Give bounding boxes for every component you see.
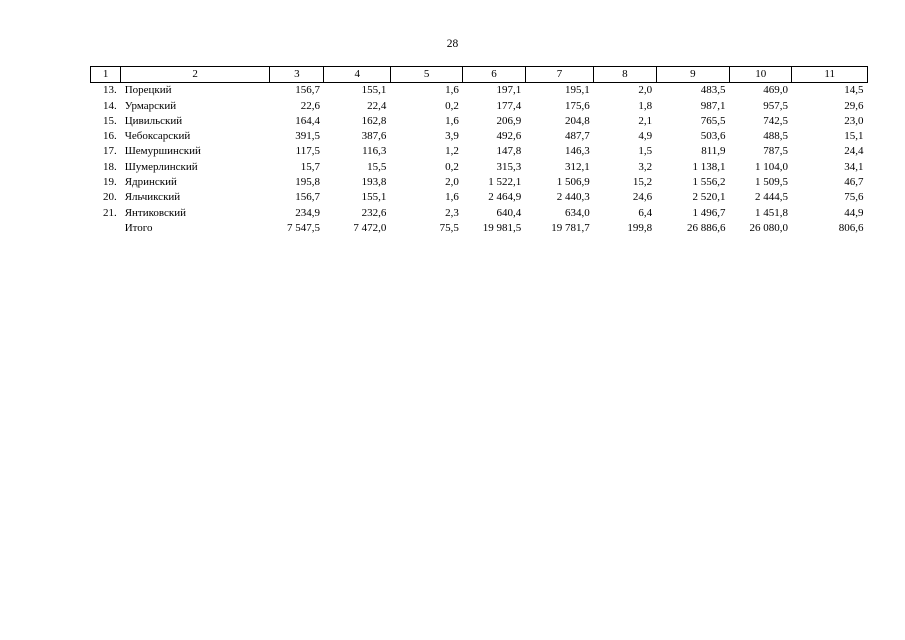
table-cell: 640,4 (496, 206, 522, 219)
table-cell: 2,3 (445, 206, 459, 219)
district-name: Урмарский (124, 99, 177, 112)
table-cell: 117,5 (295, 145, 320, 158)
table-cell: 1 138,1 (692, 160, 726, 173)
table-cell: 146,3 (564, 145, 590, 158)
table-cell: 987,1 (700, 99, 726, 112)
row-number: 19. (102, 176, 117, 189)
table-cell: 1,6 (445, 84, 459, 97)
table-cell: 177,4 (496, 99, 522, 112)
table-cell: 75,5 (439, 221, 459, 234)
district-name: Ядринский (124, 176, 177, 189)
table-cell: 34,1 (844, 160, 864, 173)
table-cell: 787,5 (763, 145, 788, 158)
row-number: 18. (102, 160, 117, 173)
table-cell: 155,1 (361, 191, 387, 204)
district-name: Янтиковский (124, 206, 187, 219)
row-number: 17. (102, 145, 117, 158)
table-cell: 1,5 (638, 145, 653, 158)
table-cell: 315,3 (496, 160, 522, 173)
table-row (91, 160, 868, 175)
table-cell: 193,8 (361, 176, 387, 189)
table-cell: 199,8 (627, 221, 653, 234)
table-cell: 312,1 (564, 160, 590, 173)
table-cell: 1,6 (445, 191, 459, 204)
table-cell: 164,4 (295, 114, 320, 127)
row-number: 14. (102, 99, 117, 112)
table-cell: 1 556,2 (692, 176, 726, 189)
table-cell: 175,6 (564, 99, 590, 112)
table-cell: 44,9 (844, 206, 864, 219)
column-header: 8 (594, 67, 656, 83)
table-cell: 234,9 (295, 206, 320, 219)
table-cell: 469,0 (763, 84, 788, 97)
table-cell: 147,8 (496, 145, 522, 158)
district-name: Порецкий (124, 84, 172, 97)
table-cell: 0,2 (445, 99, 459, 112)
table-cell: 14,5 (844, 84, 864, 97)
table-cell: 2,0 (638, 84, 653, 97)
table-row (91, 99, 868, 114)
table-cell: 2,1 (638, 114, 653, 127)
table-cell: 24,6 (632, 191, 653, 204)
table-cell: 15,2 (632, 176, 653, 189)
row-number (91, 221, 121, 236)
table-row (91, 114, 868, 129)
data-table (90, 66, 868, 236)
row-number: 15. (102, 114, 117, 127)
table-cell: 0,2 (445, 160, 459, 173)
table-cell: 503,6 (700, 130, 726, 143)
table-cell: 19 981,5 (482, 221, 522, 234)
table-cell: 1 522,1 (488, 176, 522, 189)
column-header: 3 (270, 67, 324, 83)
table-cell: 162,8 (361, 114, 387, 127)
table-cell: 1 506,9 (556, 176, 590, 189)
table-cell: 46,7 (844, 176, 864, 189)
table-cell: 1 509,5 (754, 176, 788, 189)
table-body (91, 83, 868, 236)
table-cell: 19 781,7 (551, 221, 590, 234)
total-row (91, 221, 868, 236)
table-cell: 806,6 (838, 221, 864, 234)
table-cell: 26 886,6 (687, 221, 726, 234)
table-cell: 22,6 (300, 99, 320, 112)
column-header: 5 (390, 67, 462, 83)
table-cell: 232,6 (361, 206, 387, 219)
table-cell: 2 520,1 (692, 191, 726, 204)
table-cell: 742,5 (763, 114, 788, 127)
table-cell: 2,0 (445, 176, 459, 189)
district-name: Яльчикский (124, 191, 181, 204)
table-cell: 195,1 (564, 84, 590, 97)
table-cell: 29,6 (844, 99, 864, 112)
table-cell: 22,4 (367, 99, 387, 112)
row-number: 16. (102, 130, 117, 143)
table-cell: 387,6 (361, 130, 387, 143)
table-cell: 204,8 (564, 114, 590, 127)
table-cell: 75,6 (844, 191, 864, 204)
table-cell: 156,7 (295, 84, 320, 97)
table-cell: 24,4 (844, 145, 864, 158)
table-cell: 195,8 (295, 176, 320, 189)
table-cell: 1,8 (638, 99, 653, 112)
table-row (91, 206, 868, 221)
table-cell: 487,7 (564, 130, 590, 143)
column-header: 4 (324, 67, 390, 83)
table-cell: 7 547,5 (286, 221, 320, 234)
page-number: 28 (446, 38, 459, 50)
table-cell: 1 496,7 (692, 206, 726, 219)
column-header: 2 (121, 67, 270, 83)
table-header (91, 67, 868, 83)
district-name: Шемуршинский (124, 145, 201, 158)
table-cell: 7 472,0 (353, 221, 387, 234)
table-cell: 3,2 (638, 160, 653, 173)
table-cell: 391,5 (295, 130, 320, 143)
column-header: 10 (730, 67, 792, 83)
table-cell: 1,6 (445, 114, 459, 127)
table-row (91, 175, 868, 190)
table-cell: 6,4 (638, 206, 653, 219)
district-name: Цивильский (124, 114, 183, 127)
column-header: 11 (792, 67, 868, 83)
row-number: 13. (102, 84, 117, 97)
column-header: 1 (91, 67, 121, 83)
table-cell: 15,1 (844, 130, 864, 143)
table-cell: 15,7 (300, 160, 320, 173)
table-cell: 156,7 (295, 191, 320, 204)
table-cell: 1 104,0 (754, 160, 788, 173)
table-cell: 206,9 (496, 114, 522, 127)
column-header: 6 (463, 67, 525, 83)
table-cell: 155,1 (361, 84, 387, 97)
table-cell: 634,0 (564, 206, 590, 219)
table-row (91, 129, 868, 144)
header-row (91, 67, 868, 83)
district-name: Шумерлинский (124, 160, 198, 173)
table-cell: 488,5 (763, 130, 788, 143)
table-cell: 1 451,8 (754, 206, 788, 219)
column-header: 7 (525, 67, 593, 83)
district-name: Чебоксарский (124, 130, 191, 143)
table-cell: 765,5 (700, 114, 726, 127)
row-number: 20. (102, 191, 117, 204)
table-cell: 197,1 (496, 84, 522, 97)
table-cell: 492,6 (496, 130, 522, 143)
table-cell: 957,5 (763, 99, 788, 112)
table-cell: 2 464,9 (488, 191, 522, 204)
table-cell: 2 440,3 (556, 191, 590, 204)
table-cell: 26 080,0 (749, 221, 788, 234)
table-row (91, 83, 868, 99)
table-cell: 811,9 (701, 145, 726, 158)
column-header: 9 (656, 67, 729, 83)
table-row (91, 144, 868, 159)
table-cell: 3,9 (445, 130, 459, 143)
table-cell: 116,3 (362, 145, 387, 158)
table-cell: 1,2 (445, 145, 459, 158)
table-cell: 15,5 (367, 160, 387, 173)
total-label: Итого (124, 221, 153, 234)
table-row (91, 190, 868, 205)
table-cell: 4,9 (638, 130, 653, 143)
table-cell: 23,0 (844, 114, 864, 127)
table-cell: 483,5 (700, 84, 726, 97)
table-cell: 2 444,5 (754, 191, 788, 204)
row-number: 21. (102, 206, 117, 219)
